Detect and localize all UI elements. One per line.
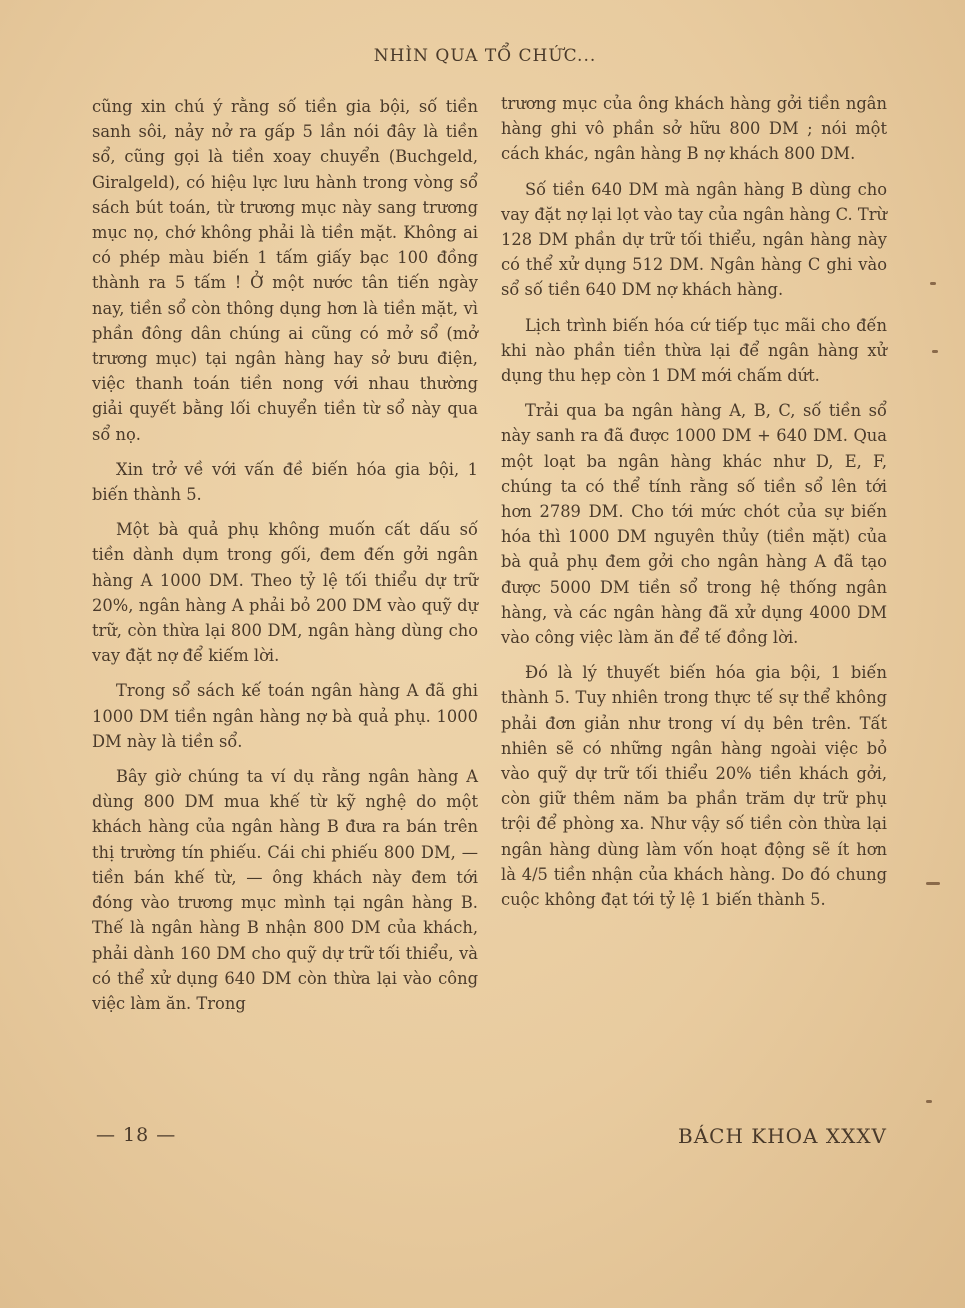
journal-name: BÁCH KHOA XXXV bbox=[678, 1124, 887, 1148]
right-column bbox=[501, 91, 887, 922]
paragraph: Lịch trình biến hóa cứ tiếp tục mãi cho đến khi nào phần tiền thừa lại để ngân hàng xử dụng thu hẹp còn 1 DM mới chấm dứt. bbox=[501, 315, 887, 386]
paragraph: Xin trở về với vấn đề biến hóa gia bội, 1 biến thành 5. bbox=[92, 459, 478, 505]
running-title: NHÌN QUA TỔ CHỨC... bbox=[373, 46, 597, 66]
paper-speck bbox=[930, 282, 936, 285]
paragraph: Một bà quả phụ không muốn cất dấu số tiền dành dụm trong gối, đem đến gởi ngân hàng A 1000 DM. Theo tỷ lệ tối thiểu dự trữ 20%, ngân hàng A phải bỏ 200 DM vào quỹ dự trữ, còn thừa lại 800 DM, ngân hàng dùng cho vay đặt nợ để kiếm lời. bbox=[92, 520, 478, 666]
page-number: — 18 — bbox=[96, 1124, 177, 1146]
paragraph: cũng xin chú ý rằng số tiền gia bội, số tiền sanh sôi, nảy nở ra gấp 5 lần nói đây là tiền sổ, cũng gọi là tiền xoay chuyển (Buchgeld, Giralgeld), có hiệu lực lưu hành trong vòng sổ sách bút toán, từ trương mục này sang trương mục nọ, chớ không phải là tiền mặt. Không ai có phép màu biến 1 tấm giấy bạc 100 đồng thành ra 5 tấm ! Ở một nước tân tiến ngày nay, tiền sổ còn thông dụng hơn là tiền mặt, vì phần đông dân chúng ai cũng có mở sổ (mở trương mục) tại ngân hàng hay sở bưu điện, việc thanh toán tiền nong với nhau thường giải quyết bằng lối chuyển tiền từ sổ này qua sổ nọ. bbox=[92, 97, 478, 444]
paragraph: Trải qua ba ngân hàng A, B, C, số tiền sổ này sanh ra đã được 1000 DM + 640 DM. Qua một loạt ba ngân hàng khác như D, E, F, chúng ta có thể tính rằng số tiền sổ lên tới hơn 2789 DM. Cho tới mức chót của sự biến hóa thì 1000 DM nguyên thủy (tiền mặt) của bà quả phụ đem gởi cho ngân hàng A đã tạo được 5000 DM tiền sổ trong hệ thống ngân hàng, và các ngân hàng đã xử dụng 4000 DM vào công việc làm ăn để tế đồng lời. bbox=[501, 401, 887, 648]
paper-speck bbox=[932, 350, 938, 353]
left-column bbox=[92, 94, 478, 1026]
paragraph: Trong sổ sách kế toán ngân hàng A đã ghi 1000 DM tiền ngân hàng nợ bà quả phụ. 1000 DM này là tiền sổ. bbox=[92, 681, 478, 751]
paper-speck bbox=[926, 882, 940, 885]
paragraph: Số tiền 640 DM mà ngân hàng B dùng cho vay đặt nợ lại lọt vào tay của ngân hàng C. Trừ 128 DM phần dự trữ tối thiểu, ngân hàng này có thể xử dụng 512 DM. Ngân hàng C ghi vào sổ số tiền 640 DM nợ khách hàng. bbox=[501, 179, 887, 300]
paragraph: Đó là lý thuyết biến hóa gia bội, 1 biến thành 5. Tuy nhiên trong thực tế sự thể không phải đơn giản như trong ví dụ bên trên. Tất nhiên sẽ có những ngân hàng ngoài việc bỏ vào quỹ dự trữ tối thiểu 20% tiền khách gởi, còn giữ thêm năm ba phần trăm dự trữ phụ trội để phòng xa. Như vậy số tiền còn thừa lại ngân hàng dùng làm vốn hoạt động sẽ ít hơn là 4/5 tiền nhận của khách hàng. Do đó chung cuộc không đạt tới tỷ lệ 1 biến thành 5. bbox=[501, 663, 887, 910]
paragraph: Bây giờ chúng ta ví dụ rằng ngân hàng A dùng 800 DM mua khế từ kỹ nghệ do một khách hàng của ngân hàng B đưa ra bán trên thị trường tín phiếu. Cái chi phiếu 800 DM, — tiền bán khế từ, — ông khách này đem tới đóng vào trương mục mình tại ngân hàng B. Thế là ngân hàng B nhận 800 DM của khách, phải dành 160 DM cho quỹ dự trữ tối thiểu, và có thể xử dụng 640 DM còn thừa lại vào công việc làm ăn. Trong bbox=[92, 767, 478, 1013]
paragraph: trương mục của ông khách hàng gởi tiền ngân hàng ghi vô phần sở hữu 800 DM ; nói một cách khác, ngân hàng B nợ khách 800 DM. bbox=[501, 94, 887, 164]
paper-speck bbox=[926, 1100, 932, 1103]
